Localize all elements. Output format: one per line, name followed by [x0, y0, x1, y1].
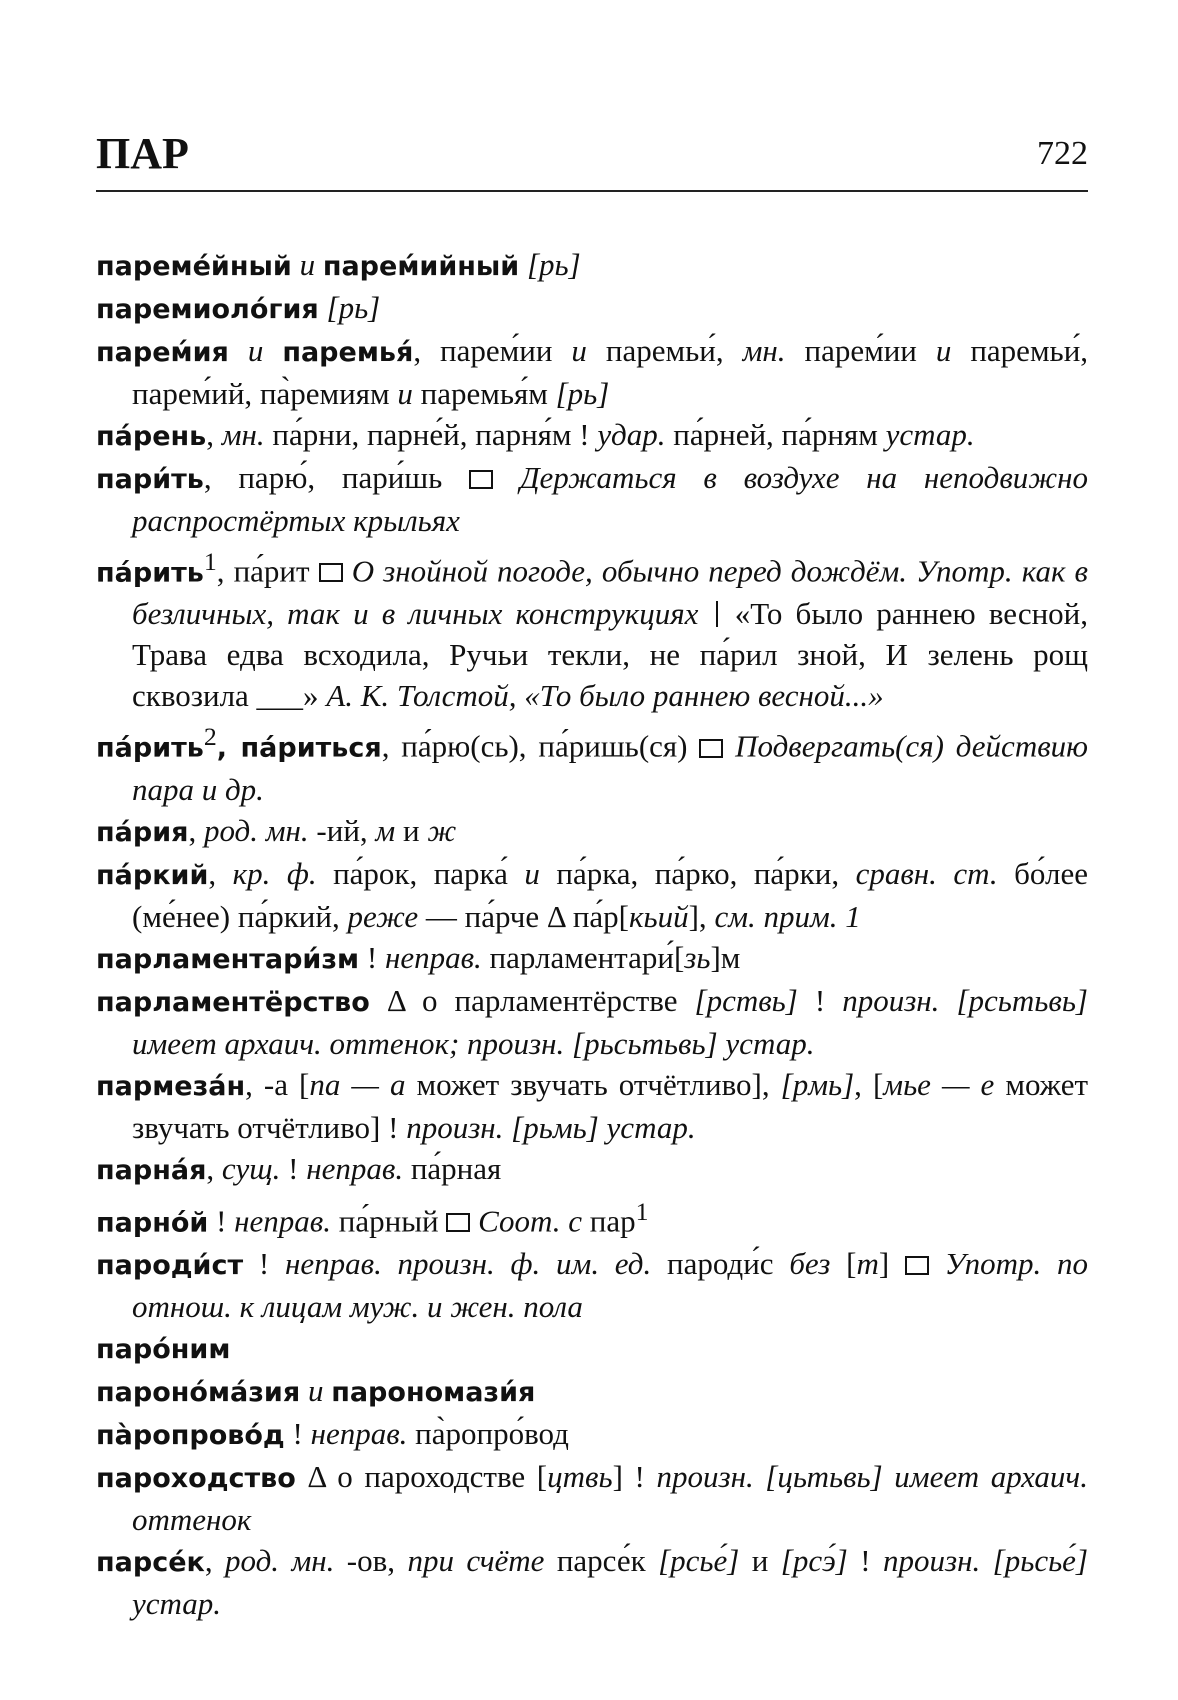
italic-note: без [789, 1245, 831, 1281]
dictionary-entry [96, 541, 1088, 716]
entry-text: па́рная [403, 1150, 502, 1186]
italic-note: неправ. [384, 939, 482, 975]
definition-box-icon [446, 1213, 470, 1232]
entry-text: па́рни, парне́й, парня́м ! [264, 417, 598, 452]
headword: парем́ия [96, 337, 229, 368]
definition-box-icon [319, 563, 343, 582]
italic-note: кьий [629, 898, 689, 934]
entry-text: ! [284, 1415, 311, 1451]
entry-text: ] ! [612, 1458, 657, 1494]
italic-note: и [935, 333, 952, 368]
entry-text [315, 247, 323, 282]
entry-text: Δ о парламентёрстве [369, 982, 695, 1018]
headword: паремья́ [282, 337, 414, 368]
dictionary-entry [96, 414, 1088, 457]
italic-note: кр. ф. [232, 855, 317, 891]
entry-text: ! [359, 939, 385, 975]
italic-note: неправ. [234, 1202, 332, 1238]
italic-note: [pь] [526, 247, 581, 282]
entry-text [519, 247, 527, 282]
entry-text: -ий, [308, 812, 376, 848]
entry-text: и [739, 1542, 781, 1578]
entry-list [96, 244, 1088, 1624]
entry-text [493, 460, 520, 495]
headword: па̀ропрово́д [96, 1419, 285, 1451]
entry-text [723, 729, 735, 764]
entry-text [263, 333, 282, 368]
headword: паро́ним [96, 1333, 231, 1365]
italic-note: неправ. [310, 1415, 408, 1451]
italic-note: [pсье́] [658, 1542, 740, 1578]
italic-note: произн. [pьсье́] устар. [132, 1542, 1089, 1621]
entry-text: ! [797, 982, 843, 1018]
entry-text [300, 1373, 308, 1408]
dictionary-entry [96, 287, 1088, 330]
entry-text: па́рный [331, 1202, 447, 1238]
entry-text: парем́ии [785, 333, 936, 368]
italic-note: произн. [842, 982, 940, 1018]
italic-note: произн. [цьтьвь] имеет архаич. оттенок [132, 1458, 1088, 1537]
running-headword: ПАР [96, 129, 189, 178]
italic-note: устар. [885, 417, 975, 452]
entry-text: , парю́, пари́шь [203, 460, 470, 495]
italic-note: и [397, 376, 413, 411]
entry-text: па́рок, парка́ [316, 855, 525, 891]
entry-text [470, 1203, 478, 1238]
italic-note: произн. [pьмь] устар. [406, 1109, 696, 1145]
entry-text: па́рка, па́рко, па́рки, [539, 855, 856, 891]
homonym-index: 1 [203, 547, 217, 576]
entry-text: [ [830, 1245, 857, 1281]
entry-text: ], [688, 898, 715, 934]
entry-text: , [ [854, 1066, 884, 1102]
dictionary-entry [96, 1327, 1088, 1370]
dictionary-entry [96, 1456, 1088, 1540]
headword: парономази́я [331, 1376, 536, 1408]
dictionary-entry [96, 1370, 1088, 1413]
headword: пари́ть [96, 464, 204, 495]
italic-note: при счёте [407, 1542, 545, 1578]
entry-text: , па́рит [216, 553, 319, 589]
entry-text: ! [208, 1202, 235, 1238]
entry-text: ] [878, 1245, 905, 1281]
italic-note: мье — е [883, 1066, 995, 1102]
entry-text [292, 247, 300, 282]
entry-text [939, 983, 956, 1018]
headword: парна́я [96, 1154, 207, 1186]
italic-note: сущ. [221, 1150, 281, 1186]
headword: парно́й [96, 1206, 209, 1238]
dictionary-entry [96, 1191, 1088, 1243]
italic-note: и [571, 333, 587, 368]
italic-note: Подвергать(ся) действию пара и др. [132, 728, 1089, 807]
italic-note: т [856, 1245, 879, 1281]
entry-text: «То было раннею весной, Трава едва всходила, Ручьи текли, не па́рил зной, И зелень рощ сквозила ___» [132, 596, 1089, 714]
entry-text: парламентари́[ [481, 939, 685, 975]
dictionary-entry [96, 980, 1088, 1064]
dictionary-entry [96, 1540, 1088, 1624]
italic-note: и [247, 333, 264, 368]
italic-note: сравн. ст. [855, 855, 998, 891]
entry-text: пар [582, 1202, 636, 1238]
definition-box-icon [699, 739, 723, 758]
italic-note: мн. [221, 417, 265, 452]
page-number: 722 [1037, 135, 1088, 172]
dictionary-entry [96, 810, 1088, 853]
headword: па́рия [96, 816, 189, 848]
headword: паремиоло́гия [96, 294, 319, 325]
entry-text: паремьи́, парем́ий, па̀ремиям [132, 333, 1089, 411]
italic-note: неправ. [306, 1150, 404, 1186]
dictionary-entry [96, 937, 1088, 980]
entry-text: , [188, 812, 204, 848]
italic-note: А. К. Толстой, «То было раннею весной...» [326, 678, 884, 714]
headword: парламентари́зм [96, 943, 360, 975]
headword: па́рить [96, 557, 204, 589]
headword: , па́риться [216, 732, 382, 764]
entry-text: пароди́с [651, 1245, 790, 1281]
headword: па́ркий [96, 859, 209, 891]
headword: пармеза́н [96, 1070, 246, 1102]
italic-note: и [307, 1372, 324, 1408]
italic-note: ж [427, 812, 457, 848]
entry-text: , парем́ии [413, 333, 572, 368]
entry-text: и [395, 812, 428, 848]
italic-note: Употр. по отнош. к лицам муж. и жен. пола [132, 1245, 1089, 1324]
entry-text: ]м [710, 939, 741, 975]
entry-text: паремья́м [412, 376, 556, 411]
italic-note: [pсэ́] [780, 1542, 848, 1578]
entry-text: Δ о пароходстве [ [295, 1458, 548, 1494]
italic-note: реже [347, 898, 419, 934]
dictionary-entry [96, 1243, 1088, 1327]
headword: парламентёрство [96, 986, 370, 1018]
dictionary-entry [96, 1064, 1088, 1148]
italic-note: и [299, 247, 316, 282]
italic-note: м [375, 812, 396, 848]
italic-note: мн. [742, 333, 786, 368]
entry-text: , па́рю(сь), па́ришь(ся) [381, 728, 700, 764]
dictionary-entry [96, 853, 1088, 937]
entry-text: па̀ропро́вод [407, 1415, 569, 1451]
italic-note: па — а [309, 1066, 406, 1102]
italic-note: Соот. с [478, 1202, 583, 1238]
entry-text [698, 596, 711, 631]
entry-text: па́рней, па́рням [665, 417, 886, 452]
dictionary-entry [96, 716, 1088, 809]
italic-note: [pь] [555, 376, 610, 411]
dictionary-entry [96, 457, 1088, 541]
entry-text: , -а [ [245, 1066, 310, 1102]
citation-bar-icon [716, 601, 718, 627]
entry-text [319, 290, 327, 325]
entry-text: ! [243, 1245, 285, 1281]
dictionary-entry [96, 244, 1088, 287]
entry-text: ! [280, 1150, 307, 1186]
definition-box-icon [905, 1256, 929, 1275]
entry-text: , [206, 417, 222, 452]
italic-note: зь [684, 939, 711, 975]
entry-text: ! [847, 1542, 883, 1578]
entry-text: , [206, 1150, 222, 1186]
dictionary-entry [96, 330, 1088, 414]
entry-text: -ов, [334, 1542, 408, 1578]
italic-note: удар. [597, 417, 666, 452]
entry-text: — па́рче Δ па́р[ [418, 898, 629, 934]
italic-note: род. мн. [203, 812, 309, 848]
headword: пароно́ма́зия [96, 1376, 301, 1408]
headword: пареме́йный [96, 251, 292, 282]
entry-text: бо́лее (ме́нее) па́ркий, [132, 855, 1088, 934]
italic-note: [pсьmьвь] имеет архаич. оттенок; произн. [pьcьmьвь] устар. [132, 982, 1088, 1061]
italic-note: [pcmвь] [694, 982, 798, 1018]
entry-text: парсе́к [544, 1542, 659, 1578]
header-rule [96, 190, 1088, 192]
entry-text: , [204, 1542, 226, 1578]
italic-note: род. мн. [225, 1542, 335, 1578]
entry-text [929, 1246, 945, 1281]
italic-note: см. прим. 1 [714, 898, 861, 934]
italic-note: и [524, 855, 540, 891]
headword: парсе́к [96, 1546, 205, 1578]
headword: па́рить [96, 732, 204, 764]
italic-note: цтвь [547, 1458, 613, 1494]
headword: парем́ийный [322, 251, 520, 282]
italic-note: [pмь] [780, 1066, 855, 1102]
entry-text: может звучать отчётливо] ! [132, 1066, 1088, 1145]
entry-text [343, 553, 352, 588]
entry-text: , [208, 855, 233, 891]
italic-note: неправ. произн. ф. им. ед. [284, 1245, 652, 1281]
definition-box-icon [469, 470, 493, 489]
dictionary-entry [96, 1148, 1088, 1191]
entry-text: может звучать отчётливо], [405, 1066, 781, 1102]
italic-note: [pь] [326, 290, 381, 325]
homonym-index: 1 [635, 1196, 649, 1226]
entry-text: паремьи́, [586, 333, 743, 368]
entry-text [229, 333, 248, 368]
italic-note: Держаться в воздухе на неподвижно распростёртых крыльях [132, 460, 1088, 538]
dictionary-entry [96, 1413, 1088, 1456]
italic-note: О знойной погоде, обычно перед дождём. Употр. как в безличных, так и в личных конструкциях [132, 553, 1088, 632]
headword: пароди́ст [96, 1249, 244, 1281]
headword: пароходство [96, 1462, 296, 1494]
homonym-index: 2 [203, 722, 217, 752]
headword: па́рень [96, 421, 207, 452]
page-header [96, 128, 1088, 188]
